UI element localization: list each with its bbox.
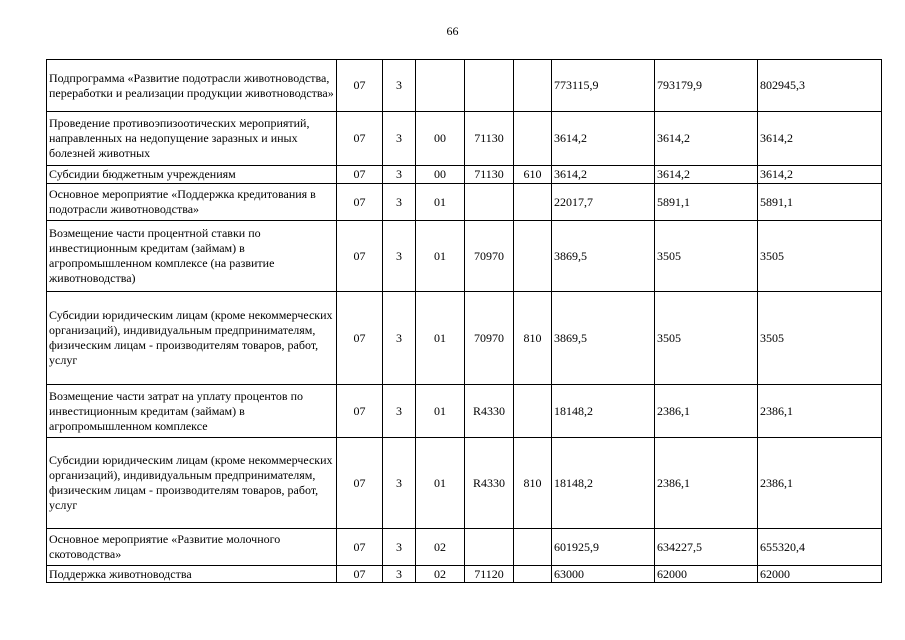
expense-type-code [514, 529, 552, 566]
table-row [47, 166, 882, 184]
row-name: Основное мероприятие «Поддержка кредитования в подотрасли животноводства» [47, 184, 337, 221]
direction-code: 71120 [465, 566, 514, 583]
amount-year-2: 3614,2 [655, 112, 758, 166]
subsection-code: 3 [383, 184, 416, 221]
amount-year-3: 3614,2 [758, 166, 882, 184]
target-article-code: 00 [416, 166, 465, 184]
row-name: Возмещение части процентной ставки по инвестиционным кредитам (займам) в агропромышленном комплексе (на развитие животноводства) [47, 221, 337, 292]
subsection-code: 3 [383, 221, 416, 292]
amount-year-1: 18148,2 [552, 438, 655, 529]
amount-year-2: 2386,1 [655, 385, 758, 438]
target-article-code: 02 [416, 566, 465, 583]
amount-year-2: 3505 [655, 221, 758, 292]
amount-year-2: 62000 [655, 566, 758, 583]
subsection-code: 3 [383, 60, 416, 112]
amount-year-1: 3869,5 [552, 221, 655, 292]
section-code: 07 [337, 221, 383, 292]
expense-type-code [514, 385, 552, 438]
section-code: 07 [337, 292, 383, 385]
table-row [47, 385, 882, 438]
expense-type-code [514, 112, 552, 166]
amount-year-3: 3505 [758, 292, 882, 385]
subsection-code: 3 [383, 166, 416, 184]
amount-year-2: 3614,2 [655, 166, 758, 184]
amount-year-3: 3505 [758, 221, 882, 292]
target-article-code: 01 [416, 184, 465, 221]
section-code: 07 [337, 112, 383, 166]
row-name: Возмещение части затрат на уплату процентов по инвестиционным кредитам (займам) в агропромышленном комплексе [47, 385, 337, 438]
expense-type-code [514, 221, 552, 292]
direction-code: R4330 [465, 385, 514, 438]
budget-table [46, 59, 882, 583]
section-code: 07 [337, 60, 383, 112]
amount-year-2: 634227,5 [655, 529, 758, 566]
amount-year-1: 22017,7 [552, 184, 655, 221]
section-code: 07 [337, 438, 383, 529]
amount-year-1: 773115,9 [552, 60, 655, 112]
table-row [47, 112, 882, 166]
section-code: 07 [337, 385, 383, 438]
section-code: 07 [337, 184, 383, 221]
direction-code: 70970 [465, 292, 514, 385]
amount-year-2: 3505 [655, 292, 758, 385]
table-row [47, 438, 882, 529]
amount-year-1: 63000 [552, 566, 655, 583]
table-row [47, 184, 882, 221]
amount-year-1: 601925,9 [552, 529, 655, 566]
table-row [47, 221, 882, 292]
section-code: 07 [337, 566, 383, 583]
amount-year-3: 655320,4 [758, 529, 882, 566]
amount-year-3: 2386,1 [758, 438, 882, 529]
amount-year-3: 5891,1 [758, 184, 882, 221]
amount-year-3: 62000 [758, 566, 882, 583]
subsection-code: 3 [383, 438, 416, 529]
section-code: 07 [337, 529, 383, 566]
row-name: Проведение противоэпизоотических мероприятий, направленных на недопущение заразных и иных болезней животных [47, 112, 337, 166]
section-code: 07 [337, 166, 383, 184]
direction-code [465, 184, 514, 221]
amount-year-3: 2386,1 [758, 385, 882, 438]
expense-type-code [514, 60, 552, 112]
amount-year-3: 802945,3 [758, 60, 882, 112]
target-article-code: 01 [416, 438, 465, 529]
target-article-code: 01 [416, 385, 465, 438]
table-row [47, 566, 882, 583]
expense-type-code: 610 [514, 166, 552, 184]
subsection-code: 3 [383, 385, 416, 438]
direction-code: R4330 [465, 438, 514, 529]
target-article-code: 02 [416, 529, 465, 566]
table-row [47, 529, 882, 566]
expense-type-code: 810 [514, 292, 552, 385]
subsection-code: 3 [383, 529, 416, 566]
amount-year-1: 3869,5 [552, 292, 655, 385]
direction-code [465, 529, 514, 566]
direction-code: 71130 [465, 112, 514, 166]
direction-code [465, 60, 514, 112]
table-row [47, 60, 882, 112]
target-article-code: 01 [416, 221, 465, 292]
target-article-code [416, 60, 465, 112]
row-name: Субсидии бюджетным учреждениям [47, 166, 337, 184]
amount-year-1: 18148,2 [552, 385, 655, 438]
subsection-code: 3 [383, 112, 416, 166]
table-row [47, 292, 882, 385]
amount-year-1: 3614,2 [552, 166, 655, 184]
row-name: Субсидии юридическим лицам (кроме некоммерческих организаций), индивидуальным предпринимателям, физическим лицам - производителям товаров, работ, услуг [47, 292, 337, 385]
amount-year-2: 2386,1 [655, 438, 758, 529]
amount-year-2: 5891,1 [655, 184, 758, 221]
page-number: 66 [446, 24, 459, 38]
expense-type-code [514, 566, 552, 583]
amount-year-3: 3614,2 [758, 112, 882, 166]
direction-code: 71130 [465, 166, 514, 184]
amount-year-1: 3614,2 [552, 112, 655, 166]
row-name: Основное мероприятие «Развитие молочного скотоводства» [47, 529, 337, 566]
row-name: Подпрограмма «Развитие подотрасли животноводства, переработки и реализации продукции животноводства» [47, 60, 337, 112]
target-article-code: 00 [416, 112, 465, 166]
target-article-code: 01 [416, 292, 465, 385]
expense-type-code: 810 [514, 438, 552, 529]
expense-type-code [514, 184, 552, 221]
amount-year-2: 793179,9 [655, 60, 758, 112]
subsection-code: 3 [383, 292, 416, 385]
row-name: Поддержка животноводства [47, 566, 337, 583]
row-name: Субсидии юридическим лицам (кроме некоммерческих организаций), индивидуальным предпринимателям, физическим лицам - производителям товаров, работ, услуг [47, 438, 337, 529]
subsection-code: 3 [383, 566, 416, 583]
direction-code: 70970 [465, 221, 514, 292]
